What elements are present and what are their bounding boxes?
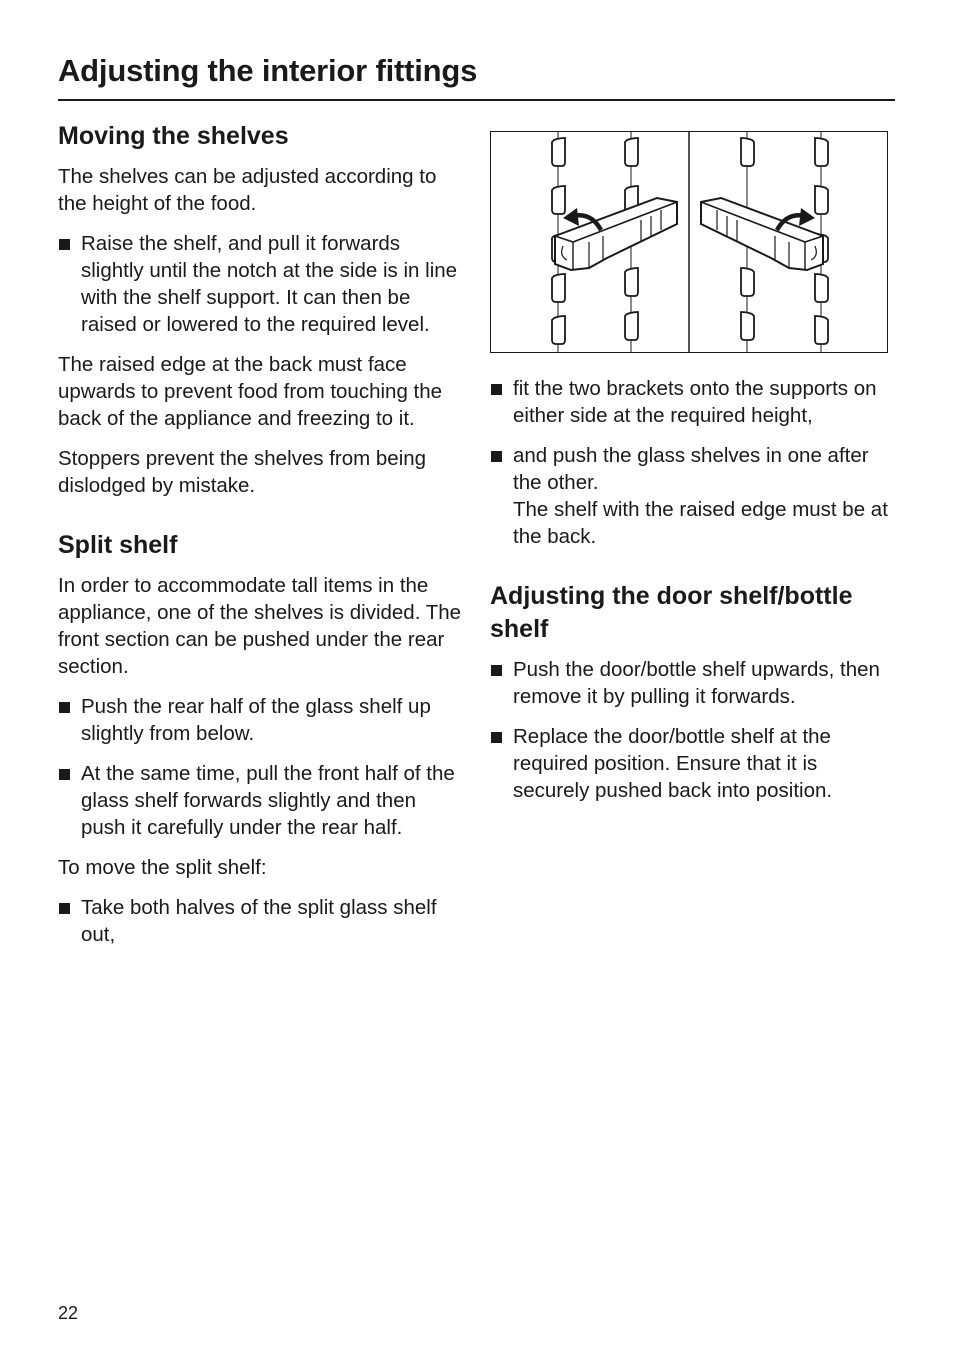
door-shelf-heading: Adjusting the door shelf/bottle shelf <box>490 582 853 643</box>
split-shelf-step-rear: Push the rear half of the glass shelf up slightly from below. <box>58 693 466 747</box>
raised-edge-back-text: The shelf with the raised edge must be at the back. <box>513 498 888 548</box>
moving-shelves-intro: The shelves can be adjusted according to the height of the food. <box>58 165 437 215</box>
shelf-bracket-illustration <box>490 131 888 353</box>
move-split-shelf-intro: To move the split shelf: <box>58 856 267 879</box>
support-notch <box>815 186 828 214</box>
split-shelf-heading: Split shelf <box>58 531 178 559</box>
support-notch <box>625 138 638 166</box>
support-notch <box>741 312 754 340</box>
page-number: 22 <box>58 1303 79 1323</box>
moving-shelves-heading: Moving the shelves <box>58 122 289 150</box>
left-column <box>58 120 466 961</box>
moving-shelves-step: Raise the shelf, and pull it forwards slightly until the notch at the side is in line with the shelf support. It can then be raised or lowered to the required level. <box>58 230 466 338</box>
move-split-shelf-step-take-out: Take both halves of the split glass shelf out, <box>58 894 466 948</box>
support-notch <box>552 316 565 344</box>
left-bracket <box>555 198 677 270</box>
split-shelf-step-front: At the same time, pull the front half of the glass shelf forwards slightly and then push it carefully under the rear half. <box>58 760 466 841</box>
split-shelf-step-push-in <box>490 442 892 550</box>
right-bracket <box>701 198 823 270</box>
support-notch <box>815 274 828 302</box>
title-divider <box>58 99 895 101</box>
support-notch <box>741 138 754 166</box>
stoppers-note: Stoppers prevent the shelves from being dislodged by mistake. <box>58 447 427 497</box>
support-notch <box>815 316 828 344</box>
split-shelf-step-fit-brackets: fit the two brackets onto the supports on either side at the required height, <box>490 375 892 429</box>
support-notch <box>741 268 754 296</box>
door-shelf-step-replace: Replace the door/bottle shelf at the required position. Ensure that it is securely pushed back into position. <box>490 723 892 804</box>
split-shelf-intro: In order to accommodate tall items in the appliance, one of the shelves is divided. The front section can be pushed under the rear section. <box>58 574 462 678</box>
split-shelf-section <box>58 529 466 948</box>
support-notch <box>625 312 638 340</box>
right-column <box>490 131 892 817</box>
door-shelf-step-remove: Push the door/bottle shelf upwards, then remove it by pulling it forwards. <box>490 656 892 710</box>
bracket-diagram-svg <box>491 132 887 352</box>
support-notch <box>552 274 565 302</box>
support-notch <box>815 138 828 166</box>
page-title: Adjusting the interior fittings <box>58 53 478 88</box>
support-notch <box>625 268 638 296</box>
raised-edge-note: The raised edge at the back must face upwards to prevent food from touching the back of the appliance and freezing to it. <box>58 353 443 430</box>
support-notch <box>552 138 565 166</box>
door-shelf-section <box>490 580 892 804</box>
push-in-text: and push the glass shelves in one after the other. <box>513 444 869 494</box>
support-notch <box>552 186 565 214</box>
moving-shelves-section <box>58 120 466 499</box>
